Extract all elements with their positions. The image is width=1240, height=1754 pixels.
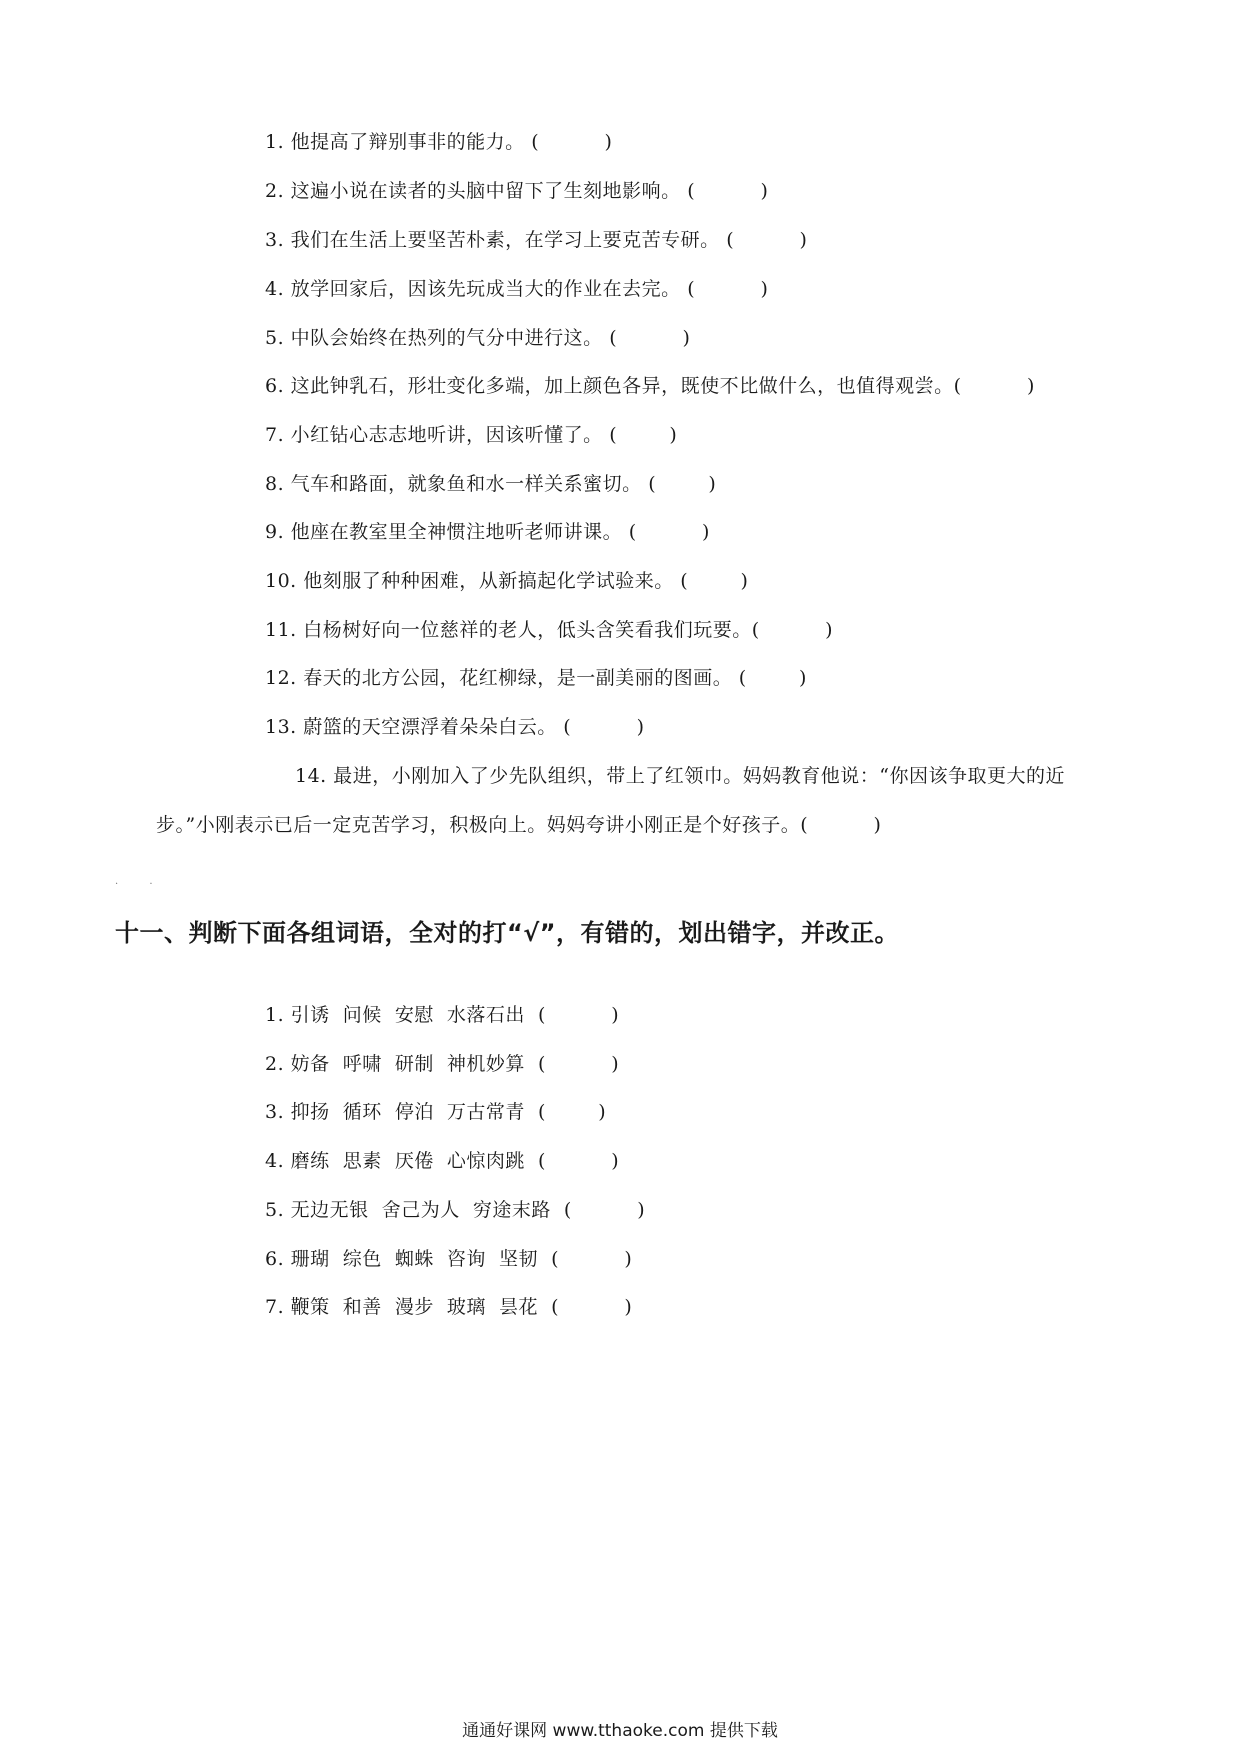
- word-group-item-2: 2. 妨备 呼啸 研制 神机妙算 ( ): [265, 1053, 620, 1075]
- sentence-item-3: 3. 我们在生活上要坚苦朴素，在学习上要克苦专研。 ( ): [265, 229, 808, 251]
- page-footer: 通通好课网 www.tthaoke.com 提供下载: [462, 1721, 778, 1741]
- sentence-item-4: 4. 放学回家后，因该先玩成当大的作业在去完。 ( ): [265, 278, 769, 300]
- sentence-item-1: 1. 他提高了辩别事非的能力。 ( ): [265, 131, 613, 153]
- word-group-item-5: 5. 无边无银 舍己为人 穷途末路 ( ): [265, 1199, 646, 1221]
- sentence-item-9: 9. 他座在教室里全神惯注地听老师讲课。 ( ): [265, 521, 710, 543]
- word-group-item-3: 3. 抑扬 循环 停泊 万古常青 ( ): [265, 1101, 607, 1123]
- sentence-item-7: 7. 小红钻心志志地听讲，因该听懂了。 ( ): [265, 424, 678, 446]
- sentence-item-14-line2: 步。”小刚表示已后一定克苦学习，积极向上。妈妈夸讲小刚正是个好孩子。( ): [156, 814, 882, 836]
- sentence-item-5: 5. 中队会始终在热列的气分中进行这。 ( ): [265, 327, 691, 349]
- separator-dots: . .: [115, 876, 167, 887]
- word-group-item-7: 7. 鞭策 和善 漫步 玻璃 昙花 ( ): [265, 1296, 633, 1318]
- sentence-item-2: 2. 这遍小说在读者的头脑中留下了生刻地影响。 ( ): [265, 180, 769, 202]
- sentence-item-12: 12. 春天的北方公园，花红柳绿，是一副美丽的图画。 ( ): [265, 667, 807, 689]
- sentence-item-14-line1: 14. 最进，小刚加入了少先队组织，带上了红领巾。妈妈教育他说：“你因该争取更大的近: [295, 765, 1065, 787]
- word-group-item-4: 4. 磨练 思素 厌倦 心惊肉跳 ( ): [265, 1150, 620, 1172]
- sentence-item-10: 10. 他刻服了种种困难，从新搞起化学试验来。 ( ): [265, 570, 749, 592]
- sentence-item-6: 6. 这此钟乳石，形壮变化多端，加上颜色各异，既使不比做什么，也值得观尝。( ): [265, 375, 1035, 397]
- sentence-item-13: 13. 蔚篮的天空漂浮着朵朵白云。 ( ): [265, 716, 645, 738]
- sentence-item-11: 11. 白杨树好向一位慈祥的老人，低头含笑看我们玩要。( ): [265, 619, 833, 641]
- word-group-item-6: 6. 珊瑚 综色 蜘蛛 咨询 坚韧 ( ): [265, 1248, 633, 1270]
- word-group-item-1: 1. 引诱 问候 安慰 水落石出 ( ): [265, 1004, 620, 1026]
- sentence-item-8: 8. 气车和路面，就象鱼和水一样关系蜜切。 ( ): [265, 473, 717, 495]
- section-eleven-heading: 十一、判断下面各组词语，全对的打“√”，有错的，划出错字，并改正。: [115, 919, 900, 947]
